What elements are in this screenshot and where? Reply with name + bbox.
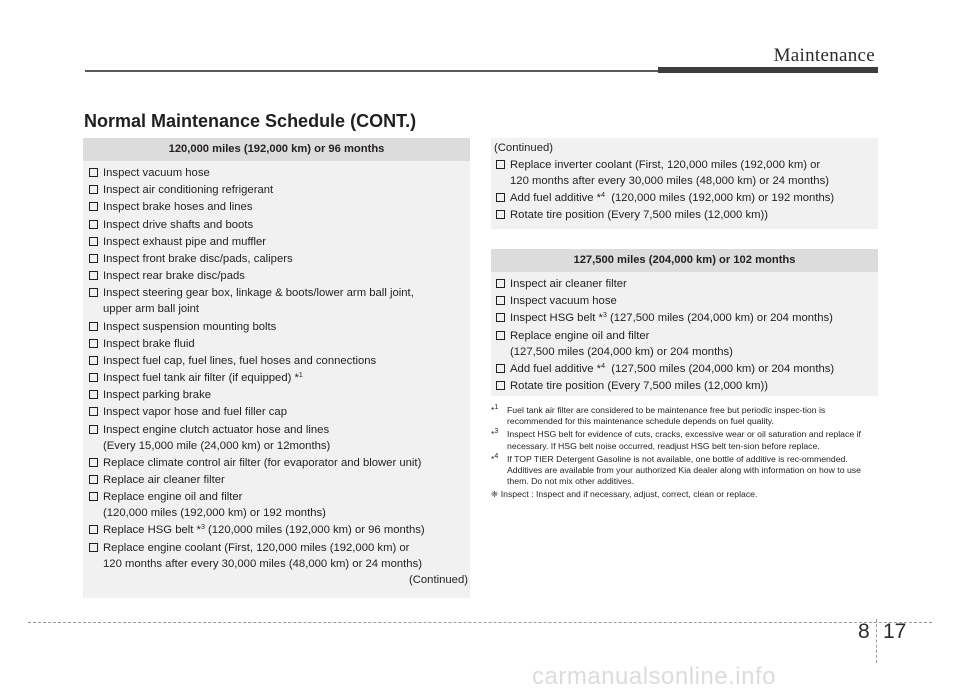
item-text: Replace engine oil and filter: [510, 329, 650, 342]
checkbox-icon: [89, 525, 98, 534]
item-text-line2: (120,000 miles (192,000 km) or 192 months): [103, 507, 326, 520]
checkbox-icon: [89, 202, 98, 211]
item-text: Rotate tire position (Every 7,500 miles (12,000 km)): [510, 209, 769, 222]
checkbox-icon: [89, 237, 98, 246]
continued-note: (Continued): [408, 573, 468, 586]
item-text: Inspect suspension mounting bolts: [103, 320, 277, 333]
checklist-item: [85, 336, 470, 352]
checkbox-icon: [89, 322, 98, 331]
checkbox-icon: [89, 492, 98, 501]
checkbox-icon: [89, 185, 98, 194]
page-number: 17: [883, 620, 907, 643]
chapter-number: 8: [858, 620, 870, 643]
checklist-item: [492, 361, 878, 377]
maintenance-list: [491, 157, 878, 223]
checkbox-icon: [496, 364, 505, 373]
checkbox-icon: [89, 425, 98, 434]
item-text: Inspect air cleaner filter: [510, 278, 627, 290]
schedule-panel-continued: [491, 138, 878, 229]
item-text: Rotate tire position (Every 7,500 miles (12,000 km)): [510, 379, 769, 392]
item-text: Inspect steering gear box, linkage & boots/lower arm ball joint,: [103, 287, 414, 300]
item-text: Inspect brake hoses and lines: [103, 201, 253, 214]
checkbox-icon: [89, 271, 98, 280]
footnote-mark: [491, 429, 498, 440]
footnotes: [491, 405, 878, 503]
checklist-item: [85, 387, 470, 403]
item-text-line2: 120 months after every 30,000 miles (48,000 km) or 24 months): [103, 557, 422, 570]
item-text-line2: 120 months after every 30,000 miles (48,000 km) or 24 months): [510, 175, 829, 187]
checkbox-icon: [89, 168, 98, 177]
schedule-panel-120000: [83, 138, 470, 598]
checklist-item: [85, 199, 470, 215]
footnote-text: Inspect HSG belt for evidence of cuts, cracks, excessive wear or oil saturation and replace if necessary. If HSG belt noise occurred, readjust HSG belt ten-sion before replace.: [507, 429, 861, 451]
checkbox-icon: [496, 210, 505, 219]
checkbox-icon: [496, 313, 505, 322]
item-text: Inspect engine clutch actuator hose and lines: [103, 423, 330, 436]
item-text: Inspect fuel cap, fuel lines, fuel hoses and connections: [103, 354, 377, 367]
header-rule: [85, 70, 658, 72]
footnote-number: 1: [494, 404, 499, 411]
checkbox-icon: [496, 381, 505, 390]
footnote-mark: [491, 454, 498, 465]
checklist-item: [492, 310, 878, 326]
checklist-item: [85, 268, 470, 284]
page-number-divider: [876, 619, 877, 663]
item-text: Replace HSG belt *: [103, 524, 201, 537]
checkbox-icon: [89, 356, 98, 365]
checkbox-icon: [496, 160, 505, 169]
item-text: Replace engine oil and filter: [103, 491, 243, 504]
checkbox-icon: [89, 288, 98, 297]
footer-rule: [28, 622, 932, 623]
checkbox-icon: [89, 458, 98, 467]
section-title: Maintenance: [773, 45, 875, 66]
page-heading: Normal Maintenance Schedule (CONT.): [84, 111, 417, 131]
item-text-line2: (127,500 miles (204,000 km) or 204 months): [510, 345, 733, 358]
checkbox-icon: [89, 220, 98, 229]
checklist-item: [85, 404, 470, 420]
item-text-line2: (Every 15,000 mile (24,000 km) or 12months): [103, 439, 331, 452]
checklist-item: [85, 422, 470, 454]
footnote-ref: 3: [602, 312, 607, 320]
footnote-text: Fuel tank air filter are considered to be maintenance free but periodic inspec-tion is recommended for this maintenance schedule depends on fuel quality.: [507, 405, 826, 427]
footnote: [491, 454, 878, 488]
checklist-item: [85, 540, 470, 572]
checkbox-icon: [89, 543, 98, 552]
footnote-text: If TOP TIER Detergent Gasoline is not available, one bottle of additive is rec-ommended. Additives are available from your authorized Kia dealer along with information on how to use them. Do not mix other additives.: [507, 453, 861, 487]
inspect-note: ❈ Inspect : Inspect and if necessary, adjust, correct, clean or replace.: [491, 489, 758, 500]
checkbox-icon: [89, 475, 98, 484]
item-text: Inspect vacuum hose: [103, 167, 210, 179]
item-text: Add fuel additive *: [510, 362, 602, 375]
item-text: Replace inverter coolant (First, 120,000 miles (192,000 km) or: [510, 159, 821, 171]
checklist-item: [492, 157, 878, 189]
item-text: Inspect rear brake disc/pads: [103, 270, 245, 283]
item-text-cont: (127,500 miles (204,000 km) or 204 months): [606, 312, 833, 325]
footnote-ref: 4: [601, 192, 605, 200]
item-text-line2: upper arm ball joint: [103, 303, 200, 316]
footnote-number: 3: [494, 428, 499, 436]
checklist-item: [85, 285, 470, 317]
footnote-asterisk: *: [491, 405, 495, 415]
checklist-item: [85, 319, 470, 335]
item-text-cont: (120,000 miles (192,000 km) or 96 months): [204, 524, 425, 537]
schedule-panel-127500: [491, 249, 878, 396]
continued-label: (Continued): [494, 142, 554, 154]
checklist-item: [85, 217, 470, 233]
item-text: Inspect vapor hose and fuel filler cap: [103, 406, 287, 419]
item-text: Inspect front brake disc/pads, calipers: [103, 252, 293, 265]
header-rule-accent: [658, 67, 878, 73]
checklist-item: [492, 378, 878, 394]
panel-title: 127,500 miles (204,000 km) or 102 months: [491, 249, 878, 272]
checklist-item: [492, 276, 878, 292]
item-text: Replace climate control air filter (for evaporator and blower unit): [103, 456, 422, 469]
item-text: Inspect drive shafts and boots: [103, 218, 254, 231]
checkbox-icon: [496, 193, 505, 202]
checklist-item: [85, 182, 470, 198]
item-text: Inspect brake fluid: [103, 337, 195, 350]
footnote: [491, 405, 878, 427]
item-text: Inspect exhaust pipe and muffler: [103, 235, 267, 248]
maintenance-list: [83, 161, 470, 572]
checklist-item: [85, 353, 470, 369]
item-text: Inspect parking brake: [103, 389, 212, 402]
checklist-item: [85, 522, 470, 538]
checkbox-icon: [496, 331, 505, 340]
checkbox-icon: [89, 373, 98, 382]
item-text-cont: (120,000 miles (192,000 km) or 192 months): [604, 192, 835, 205]
footnote-ref: 3: [200, 524, 205, 532]
checklist-item: [85, 489, 470, 521]
panel-title: 120,000 miles (192,000 km) or 96 months: [83, 138, 470, 161]
footnote-number: 4: [494, 452, 499, 460]
item-text-cont: (127,500 miles (204,000 km) or 204 months): [604, 362, 835, 375]
footnote-mark: [491, 405, 498, 416]
checklist-item: [85, 370, 470, 386]
checkbox-icon: [89, 339, 98, 348]
footnote-ref: 4: [601, 362, 605, 370]
checklist-item: [492, 328, 878, 360]
checkbox-icon: [89, 390, 98, 399]
footnote-asterisk: *: [491, 453, 495, 464]
checklist-item: [85, 234, 470, 250]
item-text: Replace engine coolant (First, 120,000 miles (192,000 km) or: [103, 541, 410, 554]
checklist-item: [85, 472, 470, 488]
item-text: Inspect HSG belt *: [510, 312, 603, 325]
checklist-item: [85, 251, 470, 267]
checkbox-icon: [89, 407, 98, 416]
checkbox-icon: [89, 254, 98, 263]
maintenance-list: [491, 272, 878, 394]
footnote-ref: 1: [298, 372, 303, 380]
item-text: Add fuel additive *: [510, 192, 602, 205]
checklist-item: [492, 207, 878, 223]
checkbox-icon: [496, 279, 505, 288]
item-text: Replace air cleaner filter: [103, 474, 225, 486]
item-text: Inspect fuel tank air filter (if equipped) *: [103, 372, 299, 385]
checklist-item: [85, 455, 470, 471]
watermark: carmanualsonline.info: [532, 663, 776, 690]
footnote-asterisk: *: [491, 429, 495, 440]
item-text: Inspect vacuum hose: [510, 295, 617, 308]
checkbox-icon: [496, 296, 505, 305]
footnote: [491, 429, 878, 451]
checklist-item: [492, 293, 878, 309]
checklist-item: [85, 165, 470, 181]
item-text: Inspect air conditioning refrigerant: [103, 184, 274, 197]
checklist-item: [492, 190, 878, 206]
